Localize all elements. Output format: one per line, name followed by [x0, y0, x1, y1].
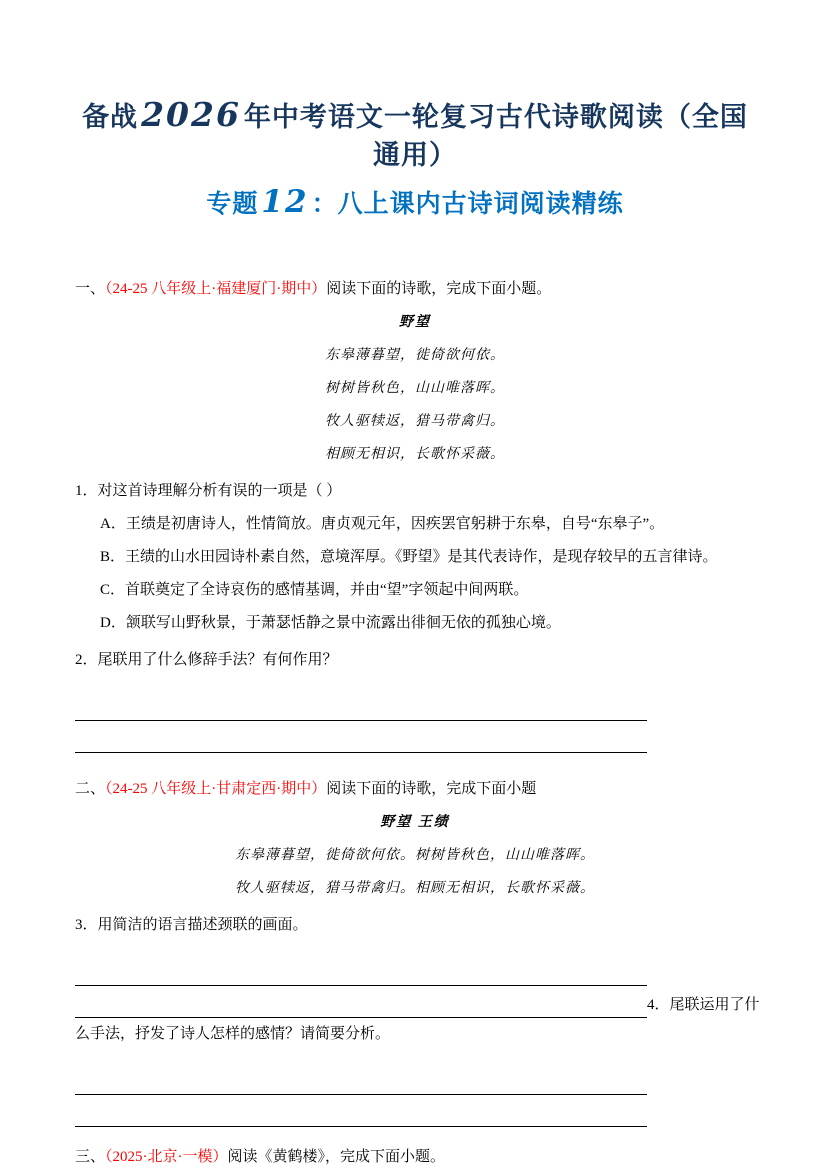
answer-blank-line	[75, 689, 647, 721]
question-3: 3．用简洁的语言描述颈联的画面。	[75, 917, 308, 933]
question-1-option-c: C．首联奠定了全诗哀伤的感情基调，并由“望”字领起中间两联。	[100, 582, 529, 598]
poem-1-title: 野望	[399, 315, 431, 330]
poem-1-line: 相顾无相识，长歌怀采薇。	[325, 447, 505, 462]
section-3-heading	[75, 1141, 755, 1169]
title-text-post: 年中考语文一轮复习古代诗歌阅读（全国通用）	[243, 102, 748, 170]
poem-2-title: 野望 王绩	[380, 815, 450, 830]
answer-blank-line	[75, 1063, 647, 1095]
poem-2-line: 牧人驱犊返，猎马带禽归。相顾无相识，长歌怀采薇。	[235, 881, 595, 896]
answer-blank-line	[75, 986, 647, 1018]
subtitle-topic-number: 12	[261, 184, 309, 220]
subtitle-text-post: ：八上课内古诗词阅读精练	[311, 191, 624, 218]
section-1-heading	[75, 273, 755, 306]
answer-blank-line	[75, 721, 647, 753]
question-1-option-a: A．王绩是初唐诗人，性情简放。唐贞观元年，因疾罢官躬耕于东皋，自号“东皋子”。	[100, 516, 665, 532]
section-1-instruction: 阅读下面的诗歌，完成下面小题。	[326, 281, 552, 297]
poem-1-line: 树树皆秋色，山山唯落晖。	[325, 381, 505, 396]
answer-blank-line	[75, 954, 647, 986]
section-2-number: 二、	[75, 781, 106, 797]
section-1	[75, 273, 755, 753]
question-1: 1．对这首诗理解分析有误的一项是（ ）	[75, 483, 342, 499]
question-4-continued: 么手法，抒发了诗人怎样的感情？请简要分析。	[75, 1026, 391, 1042]
section-3-number: 三、	[75, 1149, 106, 1165]
page-subtitle	[75, 184, 755, 223]
section-3-instruction: 阅读《黄鹤楼》，完成下面小题。	[227, 1149, 446, 1165]
question-1-option-d: D．颔联写山野秋景，于萧瑟恬静之景中流露出徘徊无依的孤独心境。	[100, 615, 561, 631]
section-2	[75, 773, 760, 1127]
poem-1-line: 牧人驱犊返，猎马带禽归。	[325, 414, 505, 429]
question-4-start: 4．尾联运用了什	[647, 997, 760, 1013]
section-1-number: 一、	[75, 281, 106, 297]
section-2-instruction: 阅读下面的诗歌，完成下面小题	[326, 781, 537, 797]
poem-1-line: 东皋薄暮望，徙倚欲何依。	[325, 348, 505, 363]
title-year-number: 2026	[141, 95, 241, 134]
answer-blank-line	[75, 1095, 647, 1127]
question-2: 2．尾联用了什么修辞手法？有何作用？	[75, 652, 338, 668]
section-1-source-tag: （24-25 八年级上·福建厦门·期中）	[105, 281, 327, 297]
page-title	[75, 96, 755, 174]
section-2-source-tag: （24-25 八年级上·甘肃定西·期中）	[105, 781, 327, 797]
subtitle-text-pre: 专题	[206, 191, 259, 218]
title-text-pre: 备战	[82, 102, 139, 132]
question-1-option-b: B．王绩的山水田园诗朴素自然，意境浑厚。《野望》是其代表诗作，是现存较早的五言律诗。	[100, 549, 718, 565]
answer-row-with-question-4	[75, 986, 760, 1018]
section-3	[75, 1141, 755, 1169]
poem-2-line: 东皋薄暮望，徙倚欲何依。树树皆秋色，山山唯落晖。	[235, 848, 595, 863]
section-3-source-tag: （2025·北京·一模）	[105, 1149, 228, 1165]
section-2-heading	[75, 773, 755, 806]
